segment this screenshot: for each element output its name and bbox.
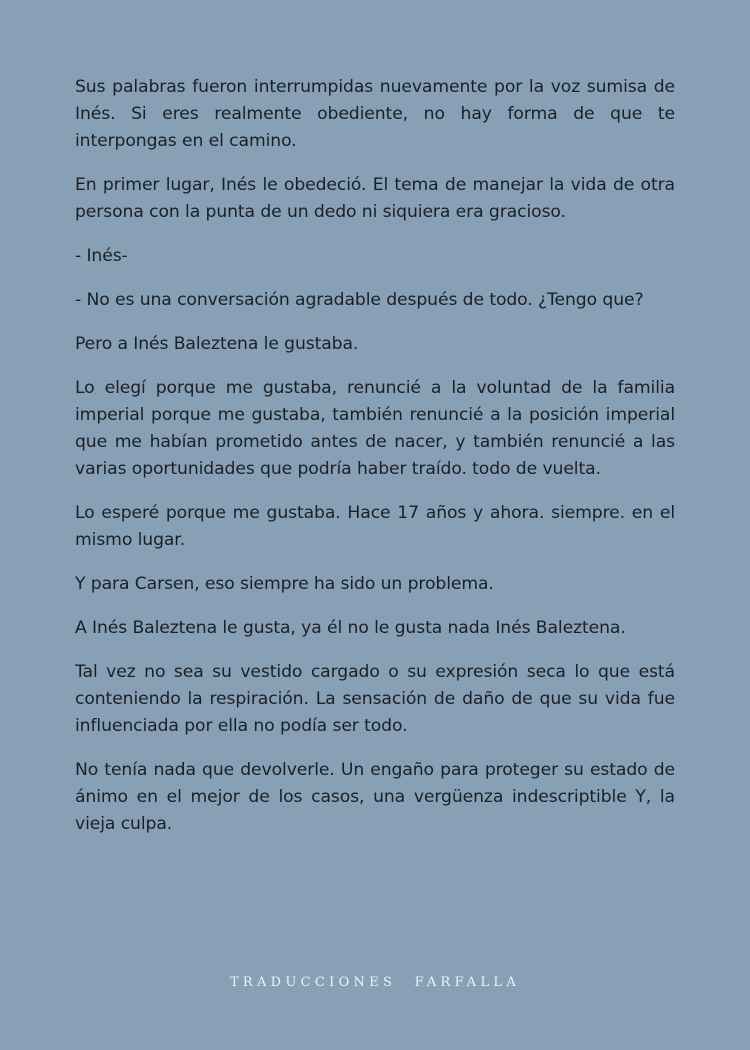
paragraph: Lo elegí porque me gustaba, renuncié a la voluntad de la familia imperial porque me gustaba, también renuncié a la posición imperial que me habían prometido antes de nacer, y también renuncié a las varias oportunidades que podría haber traído. todo de vuelta. xyxy=(75,378,675,479)
paragraph: - No es una conversación agradable después de todo. ¿Tengo que? xyxy=(75,290,644,310)
paragraph: Pero a Inés Baleztena le gustaba. xyxy=(75,334,359,354)
paragraph: No tenía nada que devolverle. Un engaño para proteger su estado de ánimo en el mejor de los casos, una vergüenza indescriptible Y, la vieja culpa. xyxy=(75,760,675,834)
paragraph: Lo esperé porque me gustaba. Hace 17 años y ahora. siempre. en el mismo lugar. xyxy=(75,503,675,550)
paragraph: A Inés Baleztena le gusta, ya él no le gusta nada Inés Baleztena. xyxy=(75,618,626,638)
paragraph: Y para Carsen, eso siempre ha sido un problema. xyxy=(75,574,494,594)
paragraph: Tal vez no sea su vestido cargado o su expresión seca lo que está conteniendo la respiración. La sensación de daño de que su vida fue influenciada por ella no podía ser todo. xyxy=(75,662,675,736)
page-body xyxy=(75,74,675,855)
paragraph: - Inés- xyxy=(75,246,128,266)
paragraph: En primer lugar, Inés le obedeció. El tema de manejar la vida de otra persona con la punta de un dedo ni siquiera era gracioso. xyxy=(75,175,675,222)
footer-credit: TRADUCCIONES FARFALLA xyxy=(229,975,521,990)
paragraph: Sus palabras fueron interrumpidas nuevamente por la voz sumisa de Inés. Si eres realmente obediente, no hay forma de que te interpongas en el camino. xyxy=(75,77,675,151)
